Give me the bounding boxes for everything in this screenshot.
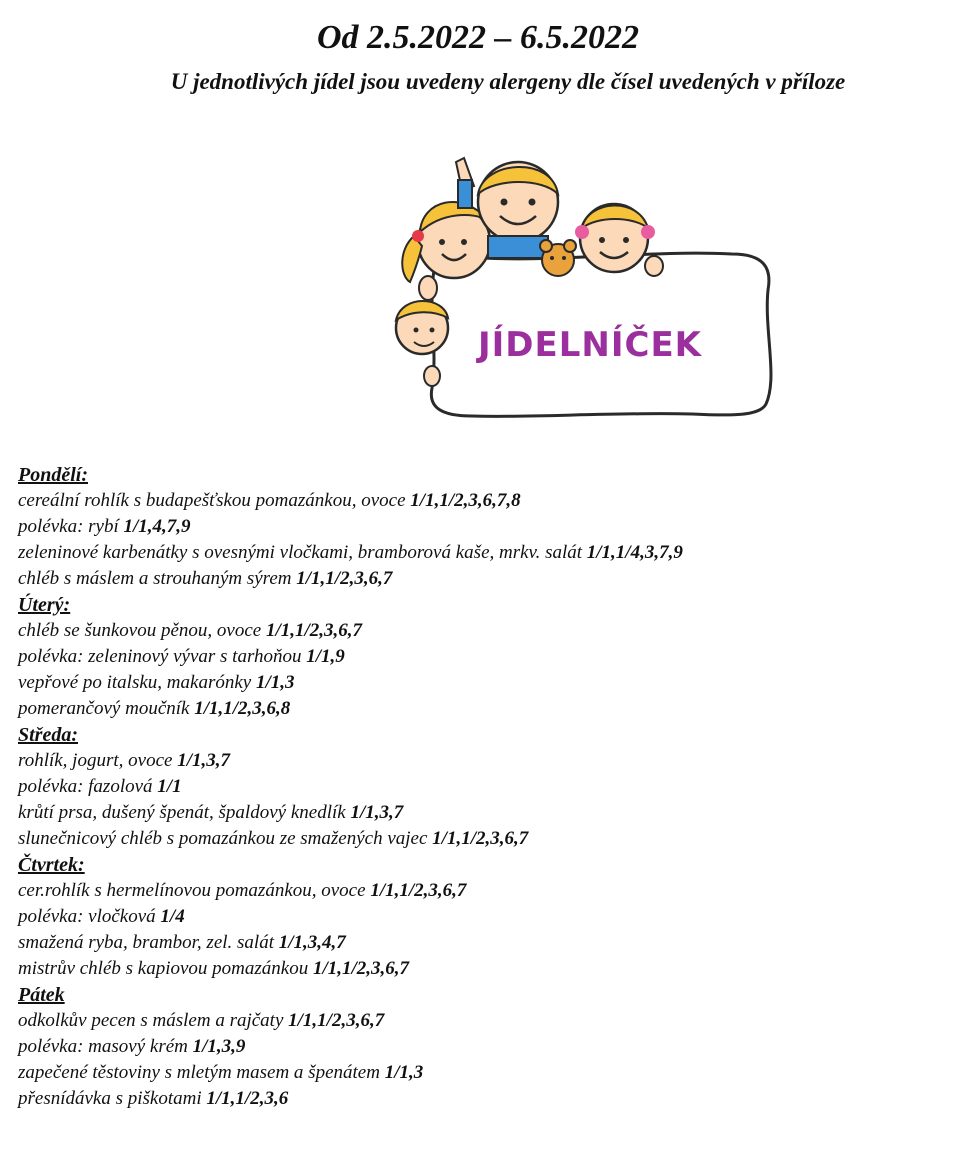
menu-item: cereální rohlík s budapešťskou pomazánkou, ovoce 1/1,1/2,3,6,7,8 (18, 490, 521, 511)
sign-text: JÍDELNÍČEK (477, 325, 703, 365)
menu-item: cer.rohlík s hermelínovou pomazánkou, ovoce 1/1,1/2,3,6,7 (18, 880, 467, 901)
menu-item: chléb se šunkovou pěnou, ovoce 1/1,1/2,3,6,7 (18, 620, 363, 641)
menu-item: polévka: rybí 1/1,4,7,9 (18, 516, 191, 537)
day-heading-friday: Pátek (18, 984, 65, 1006)
allergen-codes: 1/1,3,7 (177, 750, 230, 771)
allergen-codes: 1/1,1/2,3,6,7 (288, 1010, 385, 1031)
menu-item: krůtí prsa, dušený špenát, špaldový knedlík 1/1,3,7 (18, 802, 404, 823)
menu-item: pomerančový moučník 1/1,1/2,3,6,8 (18, 698, 291, 719)
allergen-codes: 1/1,1/2,3,6,7 (432, 828, 529, 849)
menu-item: polévka: masový krém 1/1,3,9 (18, 1036, 246, 1057)
menu-item: odkolkův pecen s máslem a rajčaty 1/1,1/2,3,6,7 (18, 1010, 385, 1031)
menu-item: slunečnicový chléb s pomazánkou ze smažených vajec 1/1,1/2,3,6,7 (18, 828, 529, 849)
allergen-codes: 1/1,3 (384, 1062, 424, 1083)
menu-item: zeleninové karbenátky s ovesnými vločkami, bramborová kaše, mrkv. salát 1/1,1/4,3,7,9 (18, 542, 683, 563)
day-heading-thursday: Čtvrtek: (18, 854, 85, 876)
menu-item: polévka: fazolová 1/1 (18, 776, 182, 797)
page-title: Od 2.5.2022 – 6.5.2022 (316, 19, 640, 56)
menu-list (18, 462, 938, 1112)
allergen-codes: 1/1,1/2,3,6,7 (296, 568, 393, 589)
menu-item: vepřové po italsku, makarónky 1/1,3 (18, 672, 295, 693)
page-subtitle: U jednotlivých jídel jsou uvedeny alergeny dle čísel uvedených v příloze (170, 69, 846, 94)
allergen-codes: 1/1,1/2,3,6 (206, 1088, 289, 1109)
allergen-codes: 1/4 (160, 906, 185, 927)
menu-item: přesnídávka s piškotami 1/1,1/2,3,6 (18, 1088, 289, 1109)
menu-item: mistrův chléb s kapiovou pomazánkou 1/1,1/2,3,6,7 (18, 958, 410, 979)
children-holding-sign-icon (392, 150, 776, 422)
menu-item: smažená ryba, brambor, zel. salát 1/1,3,4,7 (18, 932, 346, 953)
menu-item: polévka: zeleninový vývar s tarhoňou 1/1,9 (18, 646, 345, 667)
allergen-codes: 1/1,4,7,9 (123, 516, 191, 537)
day-heading-monday: Pondělí: (18, 464, 88, 486)
allergen-codes: 1/1,3,7 (350, 802, 404, 823)
allergen-codes: 1/1,3 (255, 672, 295, 693)
allergen-codes: 1/1,1/2,3,6,8 (194, 698, 291, 719)
menu-item: chléb s máslem a strouhaným sýrem 1/1,1/2,3,6,7 (18, 568, 393, 589)
allergen-codes: 1/1,1/2,3,6,7 (265, 620, 363, 641)
allergen-codes: 1/1,3,9 (192, 1036, 246, 1057)
allergen-codes: 1/1,1/2,3,6,7,8 (410, 490, 521, 511)
day-heading-wednesday: Středa: (18, 724, 78, 746)
menu-item: zapečené těstoviny s mletým masem a špenátem 1/1,3 (18, 1062, 424, 1083)
allergen-codes: 1/1,1/4,3,7,9 (586, 542, 683, 563)
menu-item: rohlík, jogurt, ovoce 1/1,3,7 (18, 750, 230, 771)
menu-item: polévka: vločková 1/4 (18, 906, 185, 927)
allergen-codes: 1/1 (157, 776, 182, 797)
day-heading-tuesday: Úterý: (18, 594, 71, 616)
allergen-codes: 1/1,1/2,3,6,7 (312, 958, 410, 979)
allergen-codes: 1/1,3,4,7 (278, 932, 346, 953)
allergen-codes: 1/1,1/2,3,6,7 (370, 880, 467, 901)
allergen-codes: 1/1,9 (306, 646, 345, 667)
